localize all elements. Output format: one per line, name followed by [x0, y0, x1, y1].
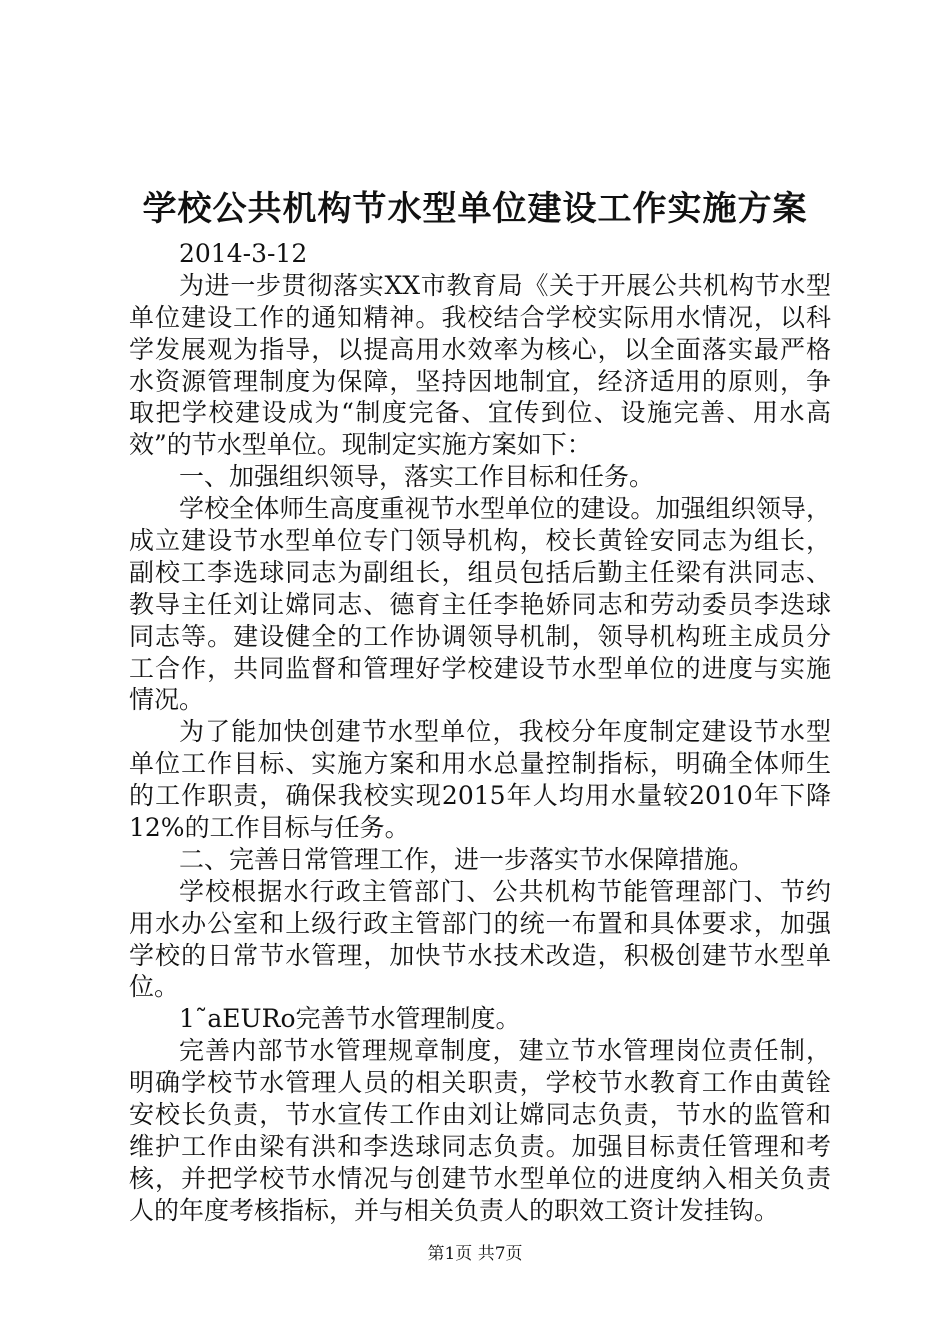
text-line: 12%的工作目标与任务。 [129, 813, 410, 843]
text-line: 学校的日常节水管理，加快节水技术改造，积极创建节水型单 [129, 940, 831, 970]
document-body [129, 238, 831, 1227]
text-line: 2014-3-12 [179, 239, 308, 268]
text-line: 安校长负责，节水宣传工作由刘让嫦同志负责，节水的监管和 [129, 1100, 831, 1130]
text-line: 的工作职责，确保我校实现2015年人均用水量较2010年下降 [129, 781, 831, 811]
text-line: 完善内部节水管理规章制度，建立节水管理岗位责任制， [179, 1036, 831, 1066]
text-line: 一、加强组织领导，落实工作目标和任务。 [179, 462, 655, 492]
text-line: 位。 [129, 972, 180, 1002]
text-line: 为了能加快创建节水型单位，我校分年度制定建设节水型 [179, 717, 831, 747]
text-line: 明确学校节水管理人员的相关职责，学校节水教育工作由黄铨 [129, 1068, 831, 1098]
text-line: 副校工李选球同志为副组长，组员包括后勤主任梁有洪同志、 [129, 557, 831, 587]
text-line: 维护工作由梁有洪和李迭球同志负责。加强目标责任管理和考 [129, 1131, 831, 1161]
text-line: 核，并把学校节水情况与创建节水型单位的进度纳入相关负责 [129, 1163, 831, 1193]
text-line: 用水办公室和上级行政主管部门的统一布置和具体要求，加强 [129, 908, 831, 938]
text-line: 学校根据水行政主管部门、公共机构节能管理部门、节约 [179, 876, 831, 906]
text-line: 取把学校建设成为“制度完备、宜传到位、设施完善、用水高 [129, 398, 831, 428]
text-line: 学校全体师生高度重视节水型单位的建设。加强组织领导， [179, 494, 831, 524]
text-line: 同志等。建设健全的工作协调领导机制，领导机构班主成员分 [129, 621, 831, 651]
text-line: 情况。 [129, 685, 205, 715]
text-line: 教导主任刘让嫦同志、德育主任李艳娇同志和劳动委员李迭球 [129, 589, 831, 619]
text-line: 单位工作目标、实施方案和用水总量控制指标，明确全体师生 [129, 749, 831, 779]
text-line: 二、完善日常管理工作，进一步落实节水保障措施。 [179, 844, 755, 874]
text-line: 人的年度考核指标，并与相关负责人的职效工资计发挂钩。 [129, 1195, 780, 1225]
text-line: 工合作，共同监督和管理好学校建设节水型单位的进度与实施 [129, 653, 831, 683]
text-line: 成立建设节水型单位专门领导机构，校长黄铨安同志为组长， [129, 526, 831, 556]
text-line: 水资源管理制度为保障，坚持因地制宜，经济适用的原则，争 [129, 366, 831, 396]
page-number: 第1页 共7页 [427, 1244, 523, 1264]
text-line: 学发展观为指导，以提高用水效率为核心，以全面落实最严格 [129, 334, 831, 364]
text-line: 单位建设工作的通知精神。我校结合学校实际用水情况，以科 [129, 302, 831, 332]
text-line: 1˜aEURo完善节水管理制度。 [179, 1004, 521, 1034]
text-line: 为进一步贯彻落实XX市教育局《关于开展公共机构节水型 [179, 270, 831, 300]
document-title: 学校公共机构节水型单位建设工作实施方案 [142, 189, 808, 229]
text-line: 效”的节水型单位。现制定实施方案如下： [129, 430, 592, 460]
